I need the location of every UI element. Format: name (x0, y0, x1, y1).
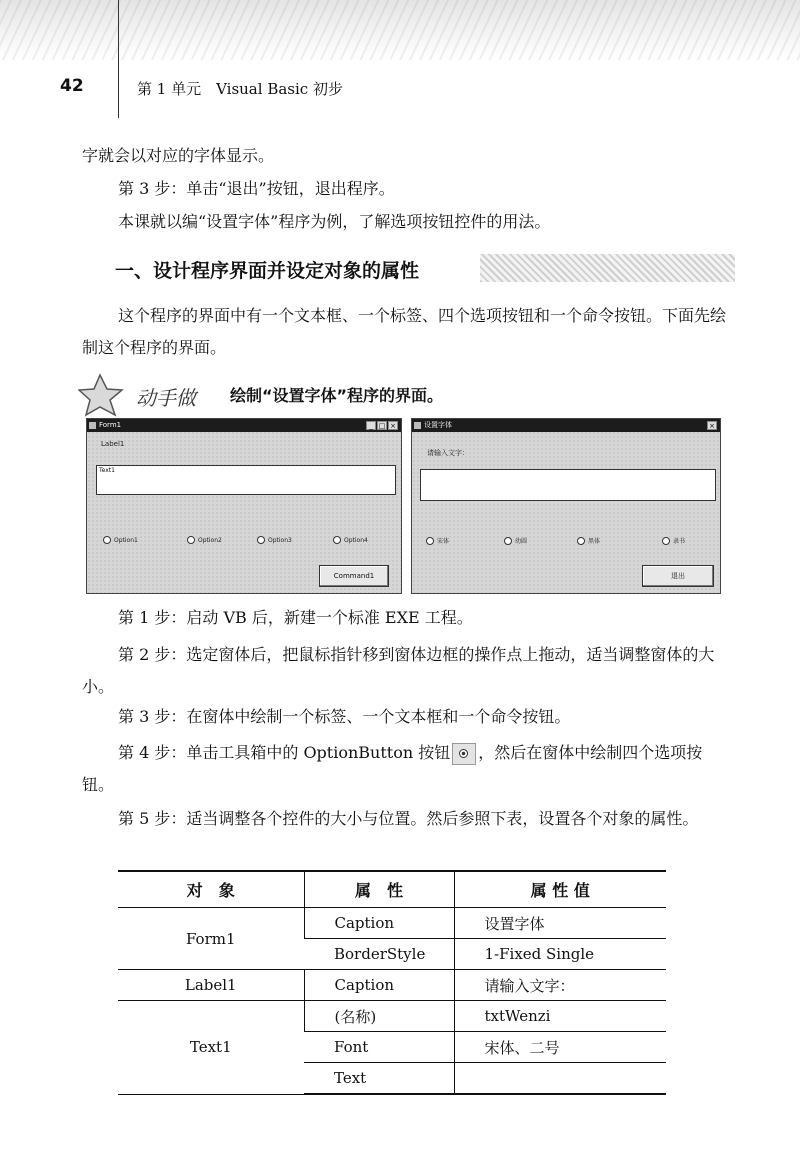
table-row (118, 970, 666, 1001)
property-cell: (名称) (304, 1001, 454, 1032)
table-header-row (118, 871, 666, 908)
option-lishu[interactable] (662, 536, 685, 545)
close-icon[interactable]: × (388, 421, 398, 430)
section-heading: 一、设计程序界面并设定对象的属性 (115, 260, 420, 282)
exit-button[interactable]: 退出 (642, 565, 714, 587)
section-decoration (480, 254, 735, 282)
option-button-icon (452, 743, 476, 765)
section-paragraph: 这个程序的界面中有一个文本框、一个标签、四个选项按钮和一个命令按钮。下面先绘制这个程序的界面。 (82, 306, 727, 357)
value-cell (454, 1063, 666, 1095)
step5: 第 5 步：适当调整各个控件的大小与位置。然后参照下表，设置各个对象的属性。 (118, 809, 699, 828)
intro-line2: 第 3 步：单击“退出”按钮，退出程序。 (118, 179, 395, 198)
step4-before: 第 4 步：单击工具箱中的 OptionButton 按钮 (118, 743, 451, 762)
object-form1: Form1 (118, 908, 304, 970)
option-heiti[interactable] (577, 536, 600, 545)
star-icon (78, 372, 228, 422)
property-cell: Font (304, 1032, 454, 1063)
value-cell: txtWenzi (454, 1001, 666, 1032)
option-youyuan-label: 幼圆 (515, 538, 528, 545)
table-row (118, 908, 666, 939)
properties-table (118, 870, 666, 1095)
option-heiti-label: 黑体 (588, 538, 601, 545)
radio-icon (662, 537, 670, 545)
txtwenzi-textbox[interactable] (420, 469, 716, 501)
object-text1: Text1 (118, 1001, 304, 1095)
font-settings-window (411, 418, 721, 594)
label1: Label1 (101, 440, 125, 448)
header-property: 属 性 (304, 871, 454, 908)
value-cell: 宋体、二号 (454, 1032, 666, 1063)
close-icon[interactable]: × (707, 421, 717, 430)
option-songti[interactable] (426, 536, 449, 545)
property-cell: Text (304, 1063, 454, 1095)
header-value: 属 性 值 (454, 871, 666, 908)
property-cell: BorderStyle (304, 939, 454, 970)
table-row (118, 1001, 666, 1032)
option-songti-label: 宋体 (437, 538, 450, 545)
header-object: 对 象 (118, 871, 304, 908)
option1-label: Option1 (114, 536, 138, 544)
intro-line1: 字就会以对应的字体显示。 (82, 146, 275, 165)
property-cell: Caption (304, 970, 454, 1001)
form1-window (86, 418, 402, 594)
page-number: 42 (60, 76, 84, 96)
option2[interactable] (187, 536, 222, 544)
option-lishu-label: 隶书 (673, 538, 686, 545)
option4[interactable] (333, 536, 368, 544)
activity-title: 绘制“设置字体”程序的界面。 (230, 386, 444, 405)
form-icon (89, 422, 96, 429)
step3: 第 3 步：在窗体中绘制一个标签、一个文本框和一个命令按钮。 (118, 707, 571, 726)
option-youyuan[interactable] (504, 536, 527, 545)
radio-icon (504, 537, 512, 545)
property-cell: Caption (304, 908, 454, 939)
unit-title: 第 1 单元 Visual Basic 初步 (137, 80, 343, 98)
font-settings-titlebar (412, 419, 720, 432)
option3[interactable] (257, 536, 292, 544)
radio-icon (577, 537, 585, 545)
option1[interactable] (103, 536, 138, 544)
step2: 第 2 步：选定窗体后，把鼠标指针移到窗体边框的操作点上拖动，适当调整窗体的大小。 (82, 645, 715, 696)
form1-title: Form1 (99, 421, 122, 429)
minimize-icon[interactable]: _ (366, 421, 376, 430)
maximize-icon[interactable]: □ (378, 422, 386, 430)
step4-after: ，然后在窗体中绘制四个选项按钮。 (82, 743, 703, 794)
form1-titlebar (87, 419, 401, 432)
value-cell: 请输入文字： (454, 970, 666, 1001)
radio-icon (426, 537, 434, 545)
activity-badge-text: 动手做 (136, 386, 196, 410)
command1-button[interactable]: Command1 (319, 565, 389, 587)
header-rule (118, 0, 119, 118)
text1-textbox[interactable]: Text1 (96, 465, 396, 495)
radio-icon (257, 536, 265, 544)
step1: 第 1 步：启动 VB 后，新建一个标准 EXE 工程。 (118, 608, 473, 627)
step4 (82, 737, 734, 801)
option3-label: Option3 (268, 536, 292, 544)
object-label1: Label1 (118, 970, 304, 1001)
prompt-label: 请输入文字： (427, 449, 469, 457)
radio-icon (103, 536, 111, 544)
form-icon (414, 422, 421, 429)
value-cell: 设置字体 (454, 908, 666, 939)
value-cell: 1-Fixed Single (454, 939, 666, 970)
option2-label: Option2 (198, 536, 222, 544)
header-decoration (0, 0, 800, 60)
intro-line3: 本课就以编“设置字体”程序为例，了解选项按钮控件的用法。 (118, 212, 551, 231)
radio-icon (333, 536, 341, 544)
option4-label: Option4 (344, 536, 368, 544)
radio-icon (187, 536, 195, 544)
font-settings-title: 设置字体 (424, 421, 452, 429)
